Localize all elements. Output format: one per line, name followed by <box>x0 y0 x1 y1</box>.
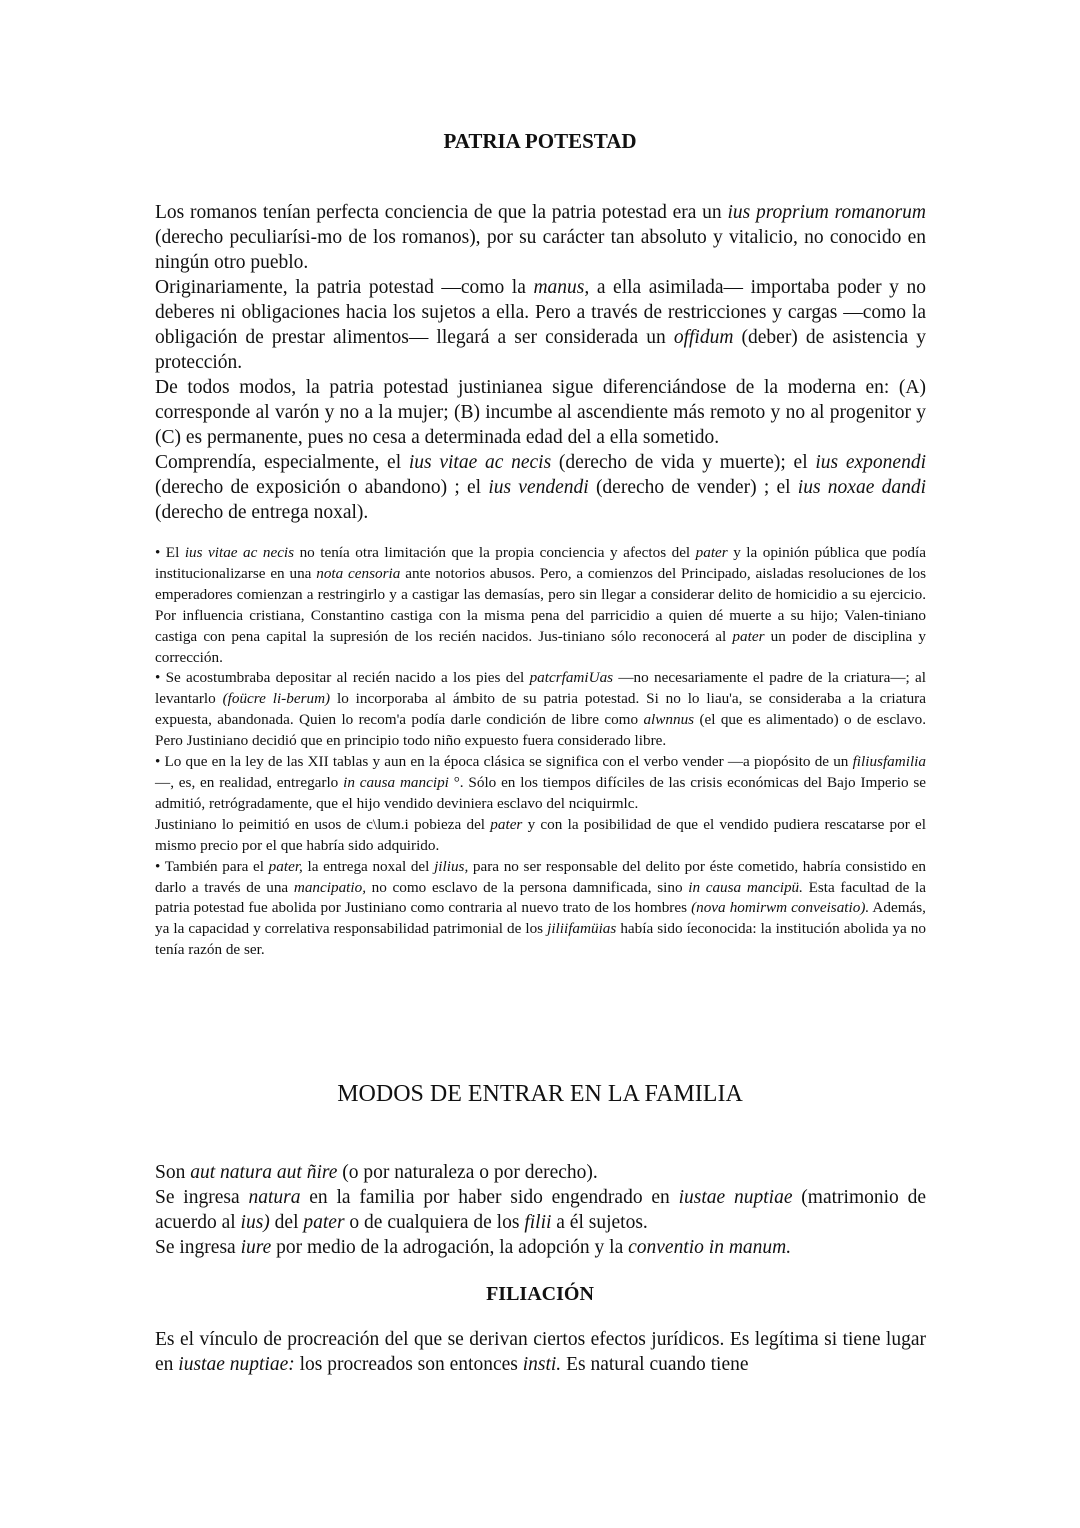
latin-term: in causa mancipi <box>343 773 449 791</box>
latin-term: filii <box>524 1212 552 1233</box>
latin-term: nota censoria <box>316 564 401 582</box>
text: (el que es alimentado) o de esclavo. Pero Justiniano decidió que en principio todo niño expuesto fuera considerado libre. <box>155 711 927 750</box>
text: a ella asimilada— importaba poder y no deberes ni obligaciones hacia los sujetos a ella. Pero a través de restricciones y cargas —como la obligación de prestar alimentos— llegará a ser considerada un <box>155 277 927 348</box>
modos-paragraph-2 <box>155 1185 926 1235</box>
text: había sido íeconocida: la institución abolida ya no tenía razón de ser. <box>155 920 926 959</box>
text: lo incorporaba al ámbito de su patria potestad. Si no lo liau'a, se consideraba a la criatura expuesta, abandonada. Quien lo recom'a podía darle condición de libre como <box>155 690 926 729</box>
text: (derecho de entrega noxal). <box>155 502 369 523</box>
text: • Lo que en la ley de las XII tablas y aun en la época clásica se significa con el verbo vender —a piopósito de un <box>155 753 853 771</box>
note-justiniano <box>155 815 926 857</box>
latin-term: jilius, <box>434 857 469 875</box>
modos-paragraph-1 <box>155 1160 926 1185</box>
text: Se ingresa <box>155 1187 249 1208</box>
latin-term: ius exponendi <box>815 452 926 473</box>
note-ius-vitae <box>155 543 926 668</box>
intro-paragraph-3: De todos modos, la patria potestad justinianea sigue diferenciándose de la moderna en: (A) corresponde al varón y no a la mujer; (B) incumbe al ascendiente más remoto y no al progenitor y (C) es permanente, pues no cesa a determinada edad del a ella sometido. <box>155 377 926 448</box>
text: Esta facultad de la patria potestad fue abolida por Justiniano como contraria al nuevo trato de los hombres <box>155 878 926 917</box>
text: • El <box>155 544 185 561</box>
text: un poder de disciplina y corrección. <box>155 627 926 666</box>
latin-term: in causa mancipü. <box>688 878 803 896</box>
latin-term: ius) <box>240 1212 270 1233</box>
text: no como esclavo de la persona damnificada, sino <box>366 878 689 896</box>
latin-term: pater <box>490 815 523 833</box>
note-entrega-noxal <box>155 857 926 962</box>
latin-term: offidum <box>673 327 734 348</box>
latin-term: pater <box>732 627 765 645</box>
latin-term: mancipatio, <box>293 878 366 896</box>
text: por medio de la adrogación, la adopción y la <box>271 1237 629 1258</box>
filiacion-text <box>155 1327 926 1377</box>
modos-paragraph-3 <box>155 1235 926 1260</box>
latin-term: iustae nuptiae <box>678 1187 793 1208</box>
text: y con la posibilidad de que el vendido pudiera rescatarse por el mismo precio por el que habría sido adquirido. <box>155 815 926 854</box>
text: y la opinión pública que podía institucionalizarse en una <box>155 544 926 582</box>
text: los procreados son entonces <box>294 1354 523 1375</box>
latin-term: ius vendendi <box>488 477 589 498</box>
text: o de cualquiera de los <box>344 1212 525 1233</box>
text: para no ser responsable del delito por éste cometido, habría consistido en darlo a través de una <box>155 857 926 896</box>
latin-term: ius vitae ac necis <box>184 544 295 561</box>
latin-term: alwnnus <box>643 711 695 729</box>
latin-term: patcrfamiUas <box>529 669 614 687</box>
section-title-modos: MODOS DE ENTRAR EN LA FAMILIA <box>337 1081 743 1107</box>
section-title-filiacion: FILIACIÓN <box>486 1283 594 1305</box>
text: °. Sólo en los tiempos difíciles de las crisis económicas del Bajo Imperio se admitió, retrógradamente, que el hijo vendido deviniera esclavo del nciquirmlc. <box>155 773 926 812</box>
text: Son <box>155 1162 191 1183</box>
text: Además, ya la capacidad y correlativa responsabilidad patrimonial de los <box>155 899 926 938</box>
latin-term: insti. <box>522 1354 562 1375</box>
note-exposicion <box>155 668 926 752</box>
text: Los romanos tenían perfecta conciencia de que la patria potestad era un <box>155 202 728 223</box>
text: (derecho de vida y muerte); el <box>551 452 816 473</box>
text: —, es, en realidad, entregarlo <box>155 773 344 791</box>
text: (derecho peculiarísi-mo de los romanos), por su carácter tan absoluto y vitalicio, no conocido en ningún otro pueblo. <box>155 227 926 273</box>
text: (derecho de exposición o abandono) ; el <box>155 477 489 498</box>
filiacion-paragraph-1 <box>155 1327 926 1377</box>
latin-term: pater, <box>268 857 303 875</box>
text: Justiniano lo peimitió en usos de c\lum.i pobieza del <box>155 815 491 833</box>
intro-paragraph-1 <box>155 200 926 275</box>
latin-term: jiliifamüias <box>547 920 617 938</box>
latin-term: (nova homirwm conveisatio). <box>691 899 870 917</box>
text: Es natural cuando tiene <box>561 1354 749 1375</box>
text: Originariamente, la patria potestad —como la <box>155 277 534 298</box>
latin-term: ius proprium romanorum <box>727 202 927 223</box>
text: no tenía otra limitación que la propia conciencia y afectos del <box>294 544 696 561</box>
latin-term: ius noxae dandi <box>797 477 927 498</box>
latin-term: pater <box>695 544 728 561</box>
intro-text <box>155 200 926 525</box>
text: (o por naturaleza o por derecho). <box>337 1162 598 1183</box>
latin-term: conventio in manum. <box>628 1237 792 1258</box>
notes-section <box>155 543 926 961</box>
text: del <box>269 1212 304 1233</box>
latin-term: ius vitae ac necis <box>408 452 552 473</box>
latin-term: (foücre li-berum) <box>222 690 331 708</box>
latin-term: iustae nuptiae: <box>178 1354 295 1375</box>
intro-paragraph-4 <box>155 450 926 525</box>
text: —no necesariamente el padre de la criatura—; al levantarlo <box>155 669 926 708</box>
text: la entrega noxal del <box>302 857 435 875</box>
latin-term: aut natura aut ñire <box>190 1162 338 1183</box>
text: en la familia por haber sido engendrado en <box>300 1187 679 1208</box>
text: (matrimonio de acuerdo al <box>155 1187 927 1233</box>
latin-term: iure <box>240 1237 272 1258</box>
note-vender <box>155 752 926 815</box>
modos-text <box>155 1160 926 1260</box>
page-title: PATRIA POTESTAD <box>443 129 637 153</box>
text: Se ingresa <box>155 1237 241 1258</box>
text: ante notorios abusos. Pero, a comienzos del Principado, aisladas resoluciones de los emperadores comienzan a restringirlo y a castigar las demasías, pero sin llegar a considerar delito de homicidio a su ejercicio. Por influencia cristiana, Constantino castiga con la misma pena del parricidio a quien dé muerte a su hijo; Valen-tiniano castiga con pena capital la supresión de los recién nacidos. Jus-tiniano sólo reconocerá al <box>155 564 926 645</box>
text: a él sujetos. <box>551 1212 648 1233</box>
text: (derecho de vender) ; el <box>588 477 798 498</box>
text: Comprendía, especialmente, el <box>155 452 409 473</box>
text: • Se acostumbraba depositar al recién nacido a los pies del <box>155 669 530 687</box>
latin-term: natura <box>248 1187 301 1208</box>
latin-term: pater <box>303 1212 345 1233</box>
text: Es el vínculo de procreación del que se derivan ciertos efectos jurídicos. Es legítima si tiene lugar en <box>155 1329 926 1375</box>
latin-term: filiusfamilia <box>852 753 926 771</box>
intro-paragraph-2 <box>155 275 926 375</box>
latin-term: manus, <box>533 277 590 298</box>
text: (deber) de asistencia y protección. <box>155 327 926 373</box>
text: • También para el <box>155 857 269 875</box>
